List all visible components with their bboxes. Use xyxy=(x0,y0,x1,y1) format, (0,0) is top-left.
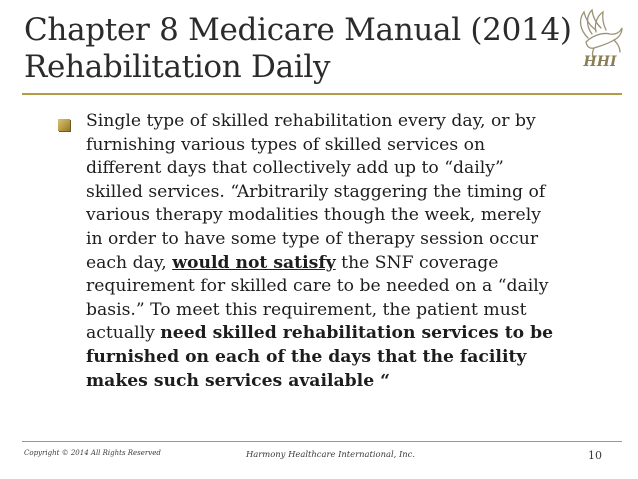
body-line: in order to have some type of therapy session occur xyxy=(86,228,539,249)
body-line xyxy=(86,322,586,346)
body-text: actually xyxy=(86,323,161,344)
bullet-square-icon xyxy=(58,119,70,131)
body-text: the SNF coverage xyxy=(335,252,499,273)
slide-title-line-1: Chapter 8 Medicare Manual (2014) xyxy=(24,12,572,48)
slide-title xyxy=(24,12,572,86)
page-number: 10 xyxy=(588,449,602,462)
body-line: furnishing various types of skilled services on xyxy=(86,134,486,155)
footer-company: Harmony Healthcare International, Inc. xyxy=(246,449,416,459)
body-line: various therapy modalities though the week, merely xyxy=(86,205,541,226)
body-line: Single type of skilled rehabilitation every day, or by xyxy=(86,111,536,131)
body-line xyxy=(86,252,586,276)
body-text: each day, xyxy=(86,252,173,273)
emphasis-bold: need skilled rehabilitation services to be xyxy=(160,323,554,344)
title-divider xyxy=(22,93,622,95)
body-line-bold: makes such services available “ xyxy=(86,370,390,391)
footer-copyright: Copyright © 2014 All Rights Reserved xyxy=(24,449,161,457)
bullet-text xyxy=(86,110,586,393)
slide-title-line-2: Rehabilitation Daily xyxy=(24,49,331,85)
body-line: basis.” To meet this requirement, the patient must xyxy=(86,299,527,320)
emphasis-underlined: would not satisfy xyxy=(172,252,336,273)
body-line-bold: furnished on each of the days that the facility xyxy=(86,346,527,367)
body-line: requirement for skilled care to be needed on a “daily xyxy=(86,276,549,297)
body-line: different days that collectively add up to “daily” xyxy=(86,158,504,179)
footer-divider xyxy=(22,441,622,442)
body-line: skilled services. “Arbitrarily staggering the timing of xyxy=(86,181,546,202)
logo-text: HHI xyxy=(583,54,617,70)
dove-logo-icon xyxy=(570,8,628,72)
